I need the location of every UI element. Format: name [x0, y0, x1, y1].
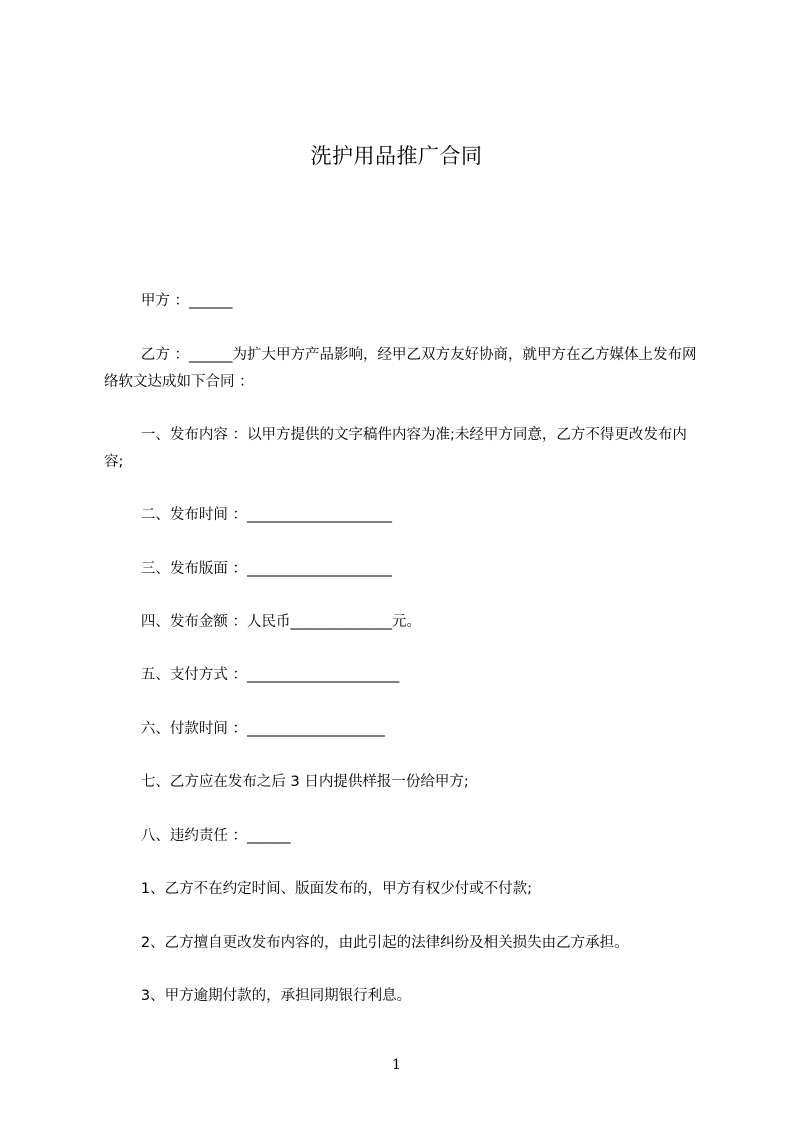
clause-2-publish-time: 二、发布时间 ：____________________	[104, 507, 392, 523]
page-number: 1	[392, 1057, 401, 1073]
clause-7-sample-delivery: 七、乙方应在发布之后 3 日内提供样报一份给甲方;	[104, 774, 469, 790]
liability-item-1: 1、乙方不在约定时间、版面发布的，甲方有权少付或不付款;	[104, 881, 532, 897]
liability-item-2: 2、乙方擅自更改发布内容的，由此引起的法律纠纷及相关损失由乙方承担。	[104, 935, 629, 951]
party-a-line: 甲方 ：______	[104, 293, 233, 309]
clause-8-liability: 八、违约责任 ：______	[104, 828, 291, 844]
clause-3-publish-layout: 三、发布版面 ：____________________	[104, 561, 392, 577]
document-title: 洗护用品推广合同	[310, 144, 483, 168]
clause-6-payment-time: 六、付款时间 ：___________________	[104, 721, 385, 737]
clause-4-publish-amount: 四、发布金额 ：人民币______________元。	[104, 614, 421, 630]
clause-1-publish-content: 一、发布内容 ：以甲方提供的文字稿件内容为准;未经甲方同意，乙方不得更改发布内容;	[104, 427, 687, 470]
clause-5-payment-method: 五、支付方式 ：_____________________	[104, 667, 400, 683]
party-b-paragraph: 乙方 ：______为扩大甲方产品影响，经甲乙双方友好协商，就甲方在乙方媒体上发布网络软文达成如下合同 ：	[104, 347, 697, 390]
liability-item-3: 3、甲方逾期付款的，承担同期银行利息。	[104, 988, 412, 1004]
